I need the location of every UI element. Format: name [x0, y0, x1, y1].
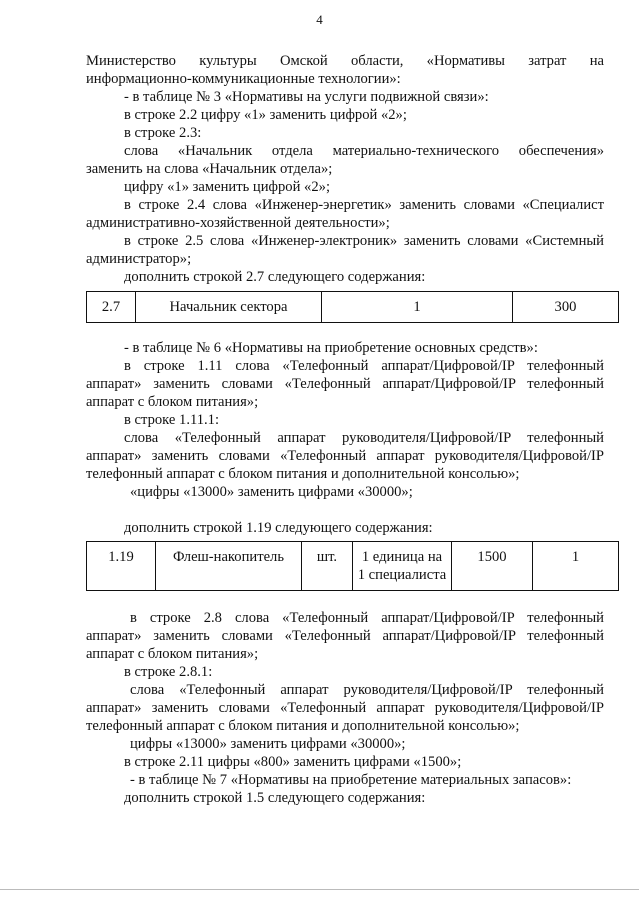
paragraph-line: администратор»;	[86, 251, 192, 267]
word: культуры	[199, 53, 257, 69]
paragraph-line: в строке 2.8 слова «Телефонный аппарат/Цифровой/IP телефонный	[130, 610, 604, 626]
paragraph-line: слова «Начальник отдела материально-технического обеспечения»	[124, 143, 604, 159]
table-cell: Начальник сектора	[136, 292, 322, 323]
paragraph-line: в строке 2.11 цифры «800» заменить цифрами «1500»;	[124, 754, 462, 770]
paragraph-line: административно-хозяйственной деятельности»;	[86, 215, 390, 231]
paragraph-line: в строке 1.11.1:	[124, 412, 220, 428]
table-cell: 1.19	[87, 542, 156, 591]
table-cell: 300	[513, 292, 619, 323]
paragraph-line: слова «Телефонный аппарат руководителя/Цифровой/IP телефонный	[124, 430, 604, 446]
cell-line: 1 единица на	[361, 549, 443, 565]
paragraph-line	[86, 52, 604, 70]
paragraph-line: в строке 2.3:	[124, 125, 202, 141]
word: затрат	[528, 53, 567, 69]
text-block-2	[86, 339, 604, 537]
table-cell: Флеш-накопитель	[156, 542, 302, 591]
word: «Нормативы	[426, 53, 505, 69]
paragraph-line: аппарат» заменить словами «Телефонный аппарат руководителя/Цифровой/IP	[86, 448, 604, 464]
text-block-1	[86, 52, 604, 286]
paragraph-line: дополнить строкой 2.7 следующего содержания:	[124, 269, 426, 285]
paragraph-line: - в таблице № 6 «Нормативы на приобретение основных средств»:	[124, 340, 538, 356]
insert-table-row-2-7	[86, 291, 619, 323]
paragraph-line: цифры «13000» заменить цифрами «30000»;	[130, 736, 406, 752]
insert-table-row-1-19	[86, 541, 619, 591]
table-cell: 2.7	[87, 292, 136, 323]
scan-edge-line	[0, 889, 639, 890]
paragraph-line: аппарат» заменить словами «Телефонный аппарат/Цифровой/IP телефонный	[86, 628, 604, 644]
paragraph-line: в строке 2.8.1:	[124, 664, 213, 680]
paragraph-line: дополнить строкой 1.5 следующего содержания:	[124, 790, 426, 806]
paragraph-line: в строке 2.2 цифру «1» заменить цифрой «2»;	[124, 107, 407, 123]
table-cell	[353, 542, 452, 591]
text-block-3	[86, 609, 604, 807]
paragraph-line: заменить на слова «Начальник отдела»;	[86, 161, 333, 177]
table-cell: шт.	[302, 542, 353, 591]
paragraph-line: в строке 2.4 слова «Инженер-энергетик» заменить словами «Специалист	[124, 197, 604, 213]
paragraph-line: аппарат с блоком питания»;	[86, 646, 259, 662]
word: Омской	[280, 53, 328, 69]
paragraph-line: в строке 1.11 слова «Телефонный аппарат/Цифровой/IP телефонный	[124, 358, 604, 374]
cell-line: 1 специалиста	[357, 567, 447, 583]
paragraph-line: информационно-коммуникационные технологии»:	[86, 71, 401, 87]
paragraph-line: аппарат с блоком питания»;	[86, 394, 259, 410]
paragraph-line: в строке 2.5 слова «Инженер-электроник» заменить словами «Системный	[124, 233, 604, 249]
word: области,	[350, 53, 404, 69]
word: Министерство	[86, 53, 176, 69]
paragraph-line: - в таблице № 3 «Нормативы на услуги подвижной связи»:	[124, 89, 489, 105]
paragraph-line: слова «Телефонный аппарат руководителя/Цифровой/IP телефонный	[130, 682, 604, 698]
paragraph-line: аппарат» заменить словами «Телефонный аппарат/Цифровой/IP телефонный	[86, 376, 604, 392]
paragraph-line: телефонный аппарат с блоком питания и дополнительной консолью»;	[86, 718, 520, 734]
paragraph-line: аппарат» заменить словами «Телефонный аппарат руководителя/Цифровой/IP	[86, 700, 604, 716]
table-cell: 1	[533, 542, 619, 591]
table-cell: 1500	[452, 542, 533, 591]
table-cell: 1	[322, 292, 513, 323]
paragraph-line: цифру «1» заменить цифрой «2»;	[124, 179, 330, 195]
paragraph-line: «цифры «13000» заменить цифрами «30000»;	[130, 484, 413, 500]
paragraph-line: - в таблице № 7 «Нормативы на приобретение материальных запасов»:	[130, 772, 572, 788]
page-number: 4	[316, 12, 323, 27]
paragraph-line: дополнить строкой 1.19 следующего содержания:	[124, 520, 433, 536]
word: на	[589, 53, 604, 69]
paragraph-line: телефонный аппарат с блоком питания и дополнительной консолью»;	[86, 466, 520, 482]
